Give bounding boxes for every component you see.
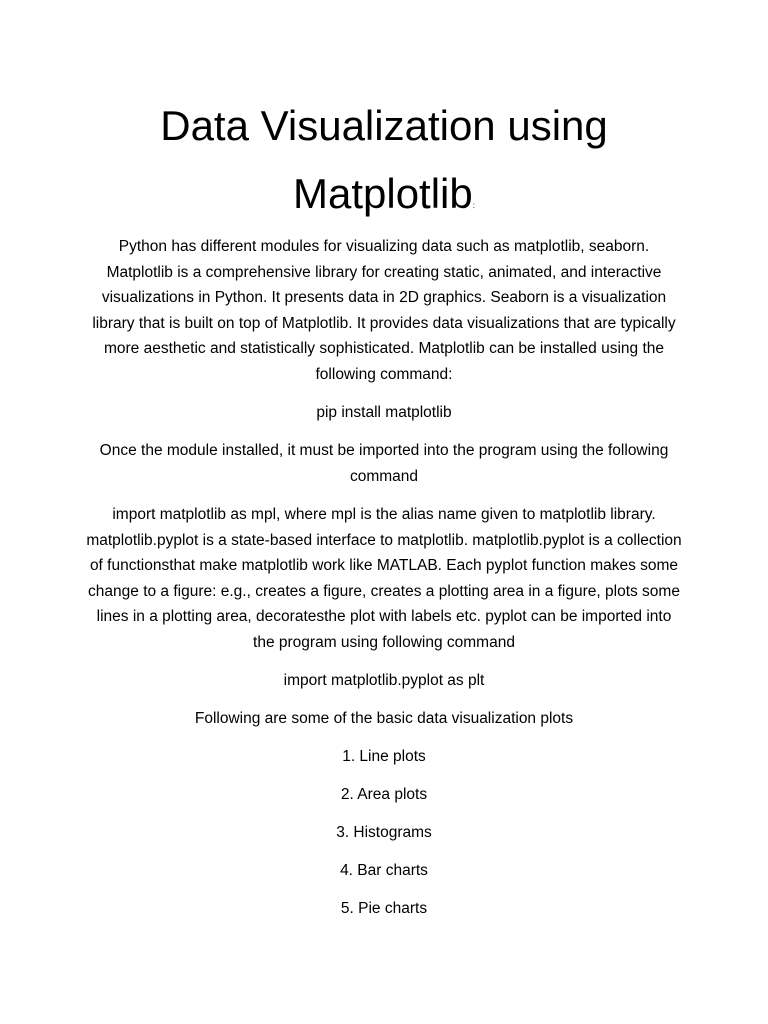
install-command: pip install matplotlib bbox=[316, 404, 452, 421]
import-instructions-paragraph: Once the module installed, it must be imported into the program using the following command bbox=[99, 442, 669, 485]
plots-intro-paragraph: Following are some of the basic data visualization plots bbox=[194, 710, 574, 727]
list-item: 5. Pie charts bbox=[340, 900, 428, 917]
list-item: 2. Area plots bbox=[340, 786, 428, 803]
document-title-suffix: : bbox=[472, 201, 475, 210]
document-title-text: Data Visualization using Matplotlib bbox=[160, 102, 608, 217]
pyplot-paragraph: import matplotlib as mpl, where mpl is the alias name given to matplotlib library. matplotlib.pyplot is a state-based interface to matplotlib. matplotlib.pyplot is a collection of functionsthat make matplotlib work like MATLAB. Each pyplot function makes some change to a figure: e.g., creates a figure, creates a plotting area in a figure, plots some lines in a plotting area, decoratesthe plot with labels etc. pyplot can be imported into the program using following command bbox=[86, 506, 682, 651]
intro-paragraph: Python has different modules for visualizing data such as matplotlib, seaborn. Matplotlib is a comprehensive library for creating static, animated, and interactive visualizations in Python. It presents data in 2D graphics. Seaborn is a visualization library that is built on top of Matplotlib. It provides data visualizations that are typically more aesthetic and statistically sophisticated. Matplotlib can be installed using the following command: bbox=[92, 238, 676, 383]
document-title bbox=[84, 92, 684, 240]
list-item: 3. Histograms bbox=[336, 824, 432, 841]
list-item: 1. Line plots bbox=[342, 748, 426, 765]
import-pyplot-command: import matplotlib.pyplot as plt bbox=[283, 672, 485, 689]
list-item: 4. Bar charts bbox=[340, 862, 428, 879]
